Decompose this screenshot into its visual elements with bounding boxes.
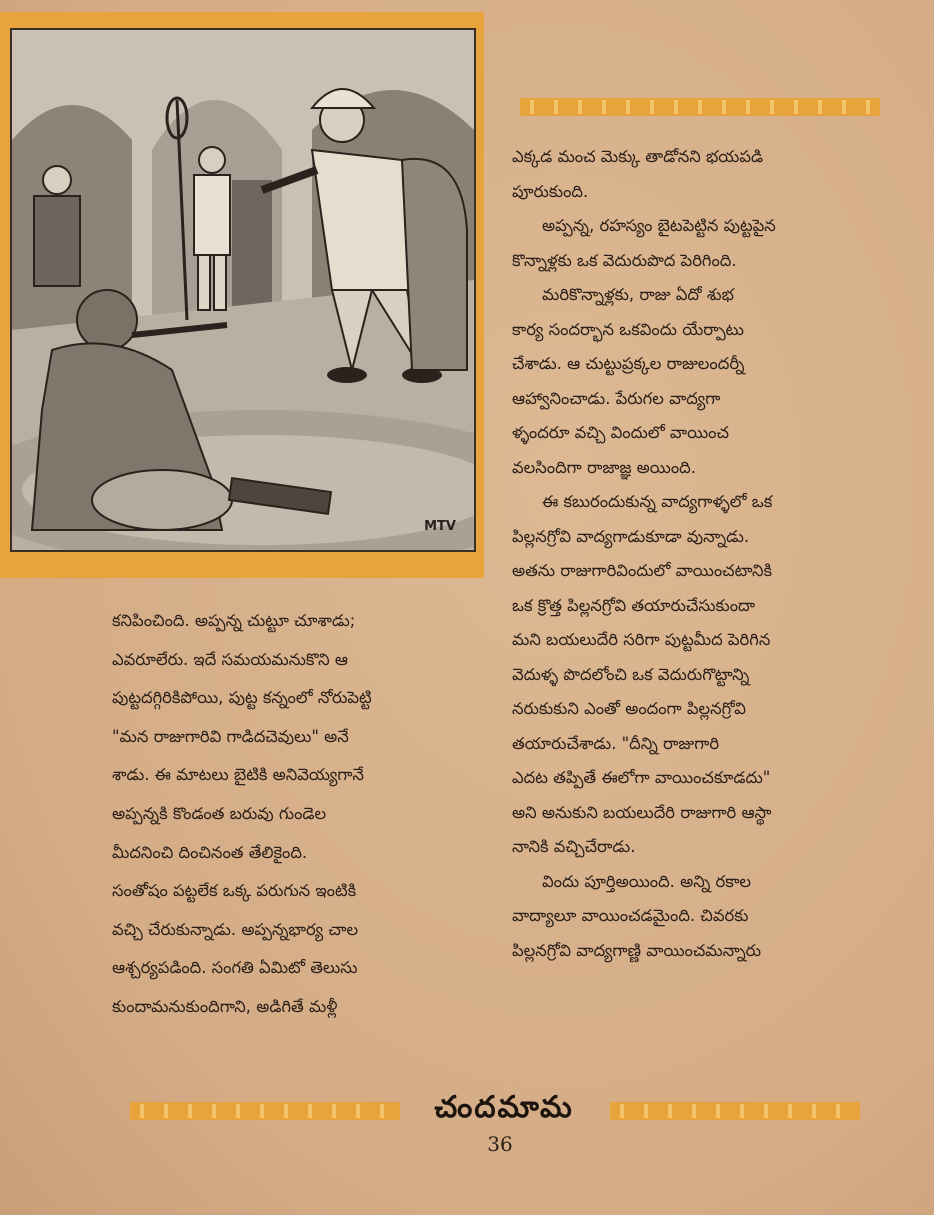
text-line: పుట్టదగ్గిరికిపోయి, పుట్ట కన్నంలో నోరుపెట్టి [112, 688, 372, 708]
text-line: పిల్లనగ్రోవి వాద్యగాడుకూడా వున్నాడు. [512, 526, 750, 546]
text-line: శాడు. ఈ మాటలు బైటికి అనివెయ్యగానే [112, 765, 364, 785]
text-line: మీదనించి దించినంత తేలికైంది. [112, 842, 308, 862]
text-line: చేశాడు. ఆ చుట్టుప్రక్కల రాజులందర్నీ [512, 354, 745, 373]
text-line: ఈ కబురందుకున్న వాద్యగాళ్ళలో ఒక [542, 492, 773, 511]
text-line: ళ్ళందరూ వచ్చి విందులో వాయించ [512, 423, 729, 442]
text-line: కుందామనుకుందిగాని, అడిగితే మళ్లీ [112, 996, 338, 1016]
text-line: కనిపించింది. అప్పన్న చుట్టూ చూశాడు; [112, 611, 356, 630]
right-text-column [512, 140, 892, 968]
text-line: అప్పన్న, రహస్యం బైటపెట్టిన పుట్టపైన [542, 216, 776, 235]
top-decorative-border [520, 98, 880, 116]
text-line: అతను రాజుగారివిందులో వాయించటానికి [512, 561, 773, 580]
text-line: మని బయలుదేరి సరిగా పుట్టమీద పెరిగిన [512, 630, 771, 649]
text-line: వలసిందిగా రాజాజ్ఞ అయింది. [512, 457, 696, 477]
text-line: ఒక క్రొత్త పిల్లనగ్రోవి తయారుచేసుకుందా [512, 595, 756, 615]
illustration [10, 28, 476, 552]
text-line: ఎదట తప్పితే ఈలోగా వాయించకూడదు" [512, 768, 771, 787]
text-line: తయారుచేశాడు. "దీన్ని రాజుగారి [512, 733, 720, 753]
text-line: పూరుకుంది. [512, 181, 589, 201]
text-line: కొన్నాళ్లకు ఒక వెదురుపొద పెరిగింది. [512, 250, 737, 270]
text-line: విందు పూర్తిఅయింది. అన్ని రకాల [542, 871, 752, 891]
court-scene-drawing [12, 30, 474, 550]
text-line: ఆశ్చర్యపడింది. సంగతి ఏమిటో తెలుసు [112, 958, 358, 978]
text-line: ఆహ్వానించాడు. పేరుగల వాద్యగా [512, 388, 721, 408]
text-line: వచ్చి చేరుకున్నాడు. అప్పన్నభార్య చాల [112, 919, 359, 939]
text-line: సంతోషం పట్టలేక ఒక్క పరుగున ఇంటికి [112, 881, 357, 901]
text-line: వెదుళ్ళ పొదలోంచి ఒక వెదురుగొట్టాన్ని [512, 664, 750, 684]
text-line: కార్య సందర్భాన ఒకవిందు యేర్పాటు [512, 319, 744, 339]
footer-border-left [130, 1102, 400, 1120]
text-line: నానికి వచ్చిచేరాడు. [512, 837, 636, 856]
text-line: "మన రాజుగారివి గాడిదచెవులు" అనే [112, 726, 349, 746]
text-line: వాద్యాలూ వాయించడమైంది. చివరకు [512, 906, 749, 925]
text-line: పిల్లనగ్రోవి వాద్యగాణ్ణి వాయించమన్నారు [512, 940, 762, 960]
page-number: 36 [487, 1132, 513, 1156]
text-line: అప్పన్నకి కొండంత బరువు గుండెల [112, 803, 327, 823]
text-line: అని అనుకుని బయలుదేరి రాజుగారి ఆస్థా [512, 802, 772, 822]
text-line: మరికొన్నాళ్లకు, రాజు ఏదో శుభ [542, 285, 734, 304]
footer-border-right [610, 1102, 860, 1120]
artist-signature: MTV [424, 519, 456, 534]
text-line: నరుకుకుని ఎంతో అందంగా పిల్లనగ్రోవి [512, 699, 746, 718]
left-text-column [112, 602, 492, 1027]
text-line: ఎవరూలేరు. ఇదే సమయమనుకొని ఆ [112, 649, 348, 669]
text-line: ఎక్కడ మంచ మెక్కు తాడోనని భయపడి [512, 147, 764, 166]
magazine-title: చందమామ [434, 1090, 574, 1125]
